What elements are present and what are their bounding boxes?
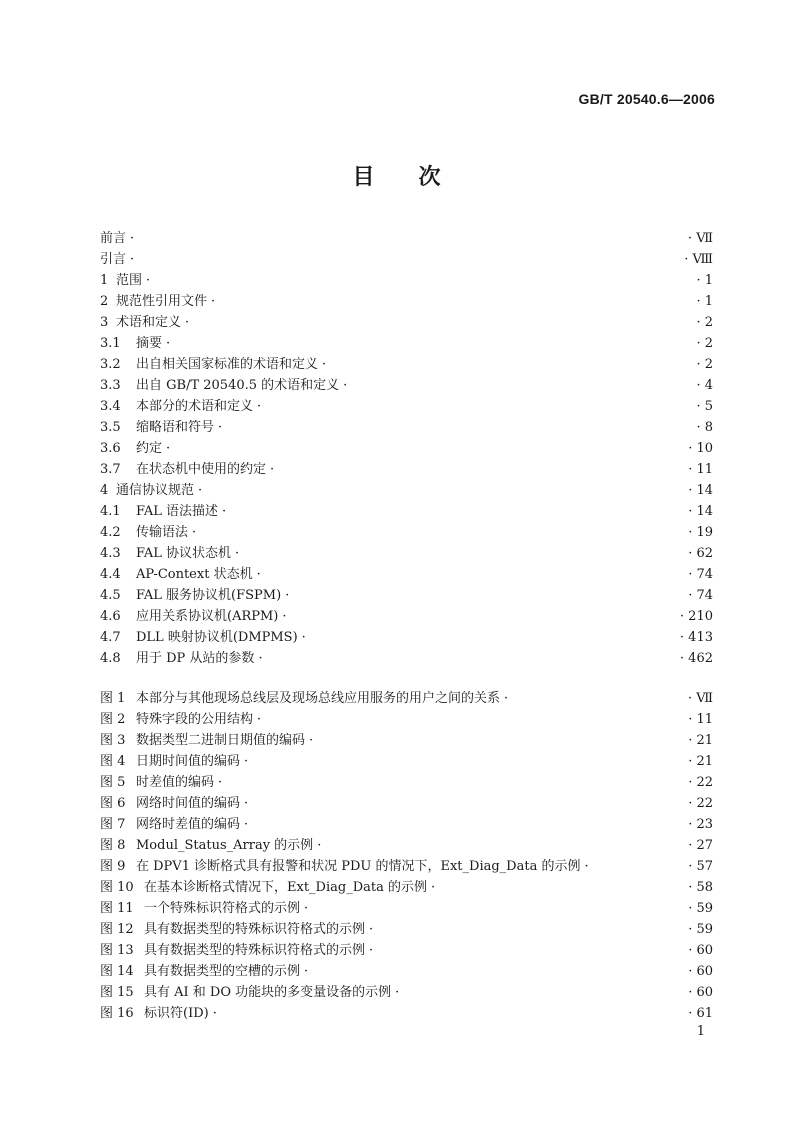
toc-figure-title: 日期时间值的编码 [136,754,241,769]
toc-section-title: 规范性引用文件 [116,294,208,309]
toc-figure-title: 具有数据类型的特殊标识符格式的示例 [144,943,366,958]
toc-section-title: 通信协议规范 [116,483,195,498]
toc-figure-title: Modul_Status_Array 的示例 [136,838,314,853]
toc-section-number: 4.1 [100,504,121,519]
leader-dot: · [317,838,322,853]
toc-section-entry[interactable] [100,375,713,396]
toc-figure-page: · 60 [688,961,713,982]
toc-figure-page: · 22 [688,793,713,814]
toc-figure-number: 图 9 [100,859,126,874]
toc-section-page: · 4 [696,375,713,396]
toc-section-number: 3.5 [100,420,121,435]
toc-figure-title: 时差值的编码 [136,775,215,790]
leader-dot: · [212,1006,217,1021]
toc-figure-number: 图 13 [100,943,134,958]
leader-dot: · [285,588,290,603]
toc-section-page: · 8 [696,417,713,438]
toc-section-entry[interactable] [100,249,713,270]
toc-section-title: FAL 协议状态机 [136,546,232,561]
toc-section-page: · 62 [688,543,713,564]
toc-section-page: · 14 [688,501,713,522]
toc-section-number: 3.3 [100,378,121,393]
toc-section-page: · 5 [696,396,713,417]
toc-section-page: · 413 [680,627,713,648]
toc-section-number: 3.6 [100,441,121,456]
toc-section-page: · 462 [680,648,713,669]
toc-section-page: · 1 [696,291,713,312]
toc-figure-entry[interactable] [100,982,713,1003]
toc-section-number: 3.2 [100,357,121,372]
toc-section-number: 3.4 [100,399,121,414]
toc-figures-list [100,688,713,1024]
toc-section-page: · 2 [696,354,713,375]
page-title: 目次 [352,165,485,190]
toc-section-title: 前言 [100,231,127,246]
page-number: 1 [696,1024,705,1039]
toc-figure-page: · 59 [688,919,713,940]
leader-dot: · [322,357,327,372]
leader-dot: · [304,901,309,916]
leader-dot: · [130,252,135,267]
toc-figure-number: 图 12 [100,922,134,937]
toc-figure-title: 网络时差值的编码 [136,817,241,832]
toc-figure-number: 图 7 [100,817,126,832]
toc-figure-title: 在 DPV1 诊断格式具有报警和状况 PDU 的情况下，Ext_Diag_Data 的示例 [136,859,581,874]
leader-dot: · [395,985,400,1000]
toc-figure-page: · 61 [688,1003,713,1024]
toc-figure-page: · 21 [688,730,713,751]
toc-section-title: FAL 服务协议机(FSPM) [136,588,282,603]
toc-section-entry[interactable] [100,291,713,312]
toc-section-number: 1 [100,273,109,288]
leader-dot: · [130,231,135,246]
toc-figure-number: 图 1 [100,691,126,706]
toc-figure-number: 图 5 [100,775,126,790]
leader-dot: · [258,651,263,666]
toc-section-title: 用于 DP 从站的参数 [136,651,255,666]
toc-section-title: 本部分的术语和定义 [136,399,254,414]
toc-figure-page: · 21 [688,751,713,772]
toc-figure-entry[interactable] [100,877,713,898]
toc-section-page: · 2 [696,333,713,354]
toc-section-page: · 14 [688,480,713,501]
leader-dot: · [218,420,223,435]
toc-section-entry[interactable] [100,228,713,249]
toc-section-page: · 2 [696,312,713,333]
toc-section-number: 4.6 [100,609,121,624]
toc-figure-entry[interactable] [100,814,713,835]
leader-dot: · [301,630,306,645]
toc-figure-number: 图 8 [100,838,126,853]
toc-section-number: 4.7 [100,630,121,645]
toc-figure-page: · 22 [688,772,713,793]
toc-figure-number: 图 15 [100,985,134,1000]
toc-section-entry[interactable] [100,648,713,669]
toc-section-title: AP-Context 状态机 [136,567,253,582]
leader-dot: · [282,609,287,624]
toc-section-number: 3.7 [100,462,121,477]
toc-figure-title: 特殊字段的公用结构 [136,712,254,727]
toc-figure-title: 具有数据类型的特殊标识符格式的示例 [144,922,366,937]
leader-dot: · [256,567,261,582]
toc-section-entry[interactable] [100,438,713,459]
toc-section-entry[interactable] [100,396,713,417]
toc-section-entry[interactable] [100,543,713,564]
toc-section-entry[interactable] [100,480,713,501]
toc-figure-title: 具有 AI 和 DO 功能块的多变量设备的示例 [144,985,392,1000]
toc-figure-entry[interactable] [100,730,713,751]
toc-section-page: · 11 [688,459,713,480]
toc-figure-title: 网络时间值的编码 [136,796,241,811]
toc-section-page: · 210 [680,606,713,627]
toc-section-number: 2 [100,294,109,309]
toc-figure-entry[interactable] [100,772,713,793]
toc-figure-page: · 27 [688,835,713,856]
toc-section-number: 4 [100,483,109,498]
leader-dot: · [304,964,309,979]
toc-figure-page: · 23 [688,814,713,835]
toc-section-entry[interactable] [100,564,713,585]
leader-dot: · [218,775,223,790]
toc-section-page: · 74 [688,585,713,606]
toc-figure-entry[interactable] [100,856,713,877]
leader-dot: · [211,294,216,309]
toc-section-entry[interactable] [100,585,713,606]
toc-figure-number: 图 4 [100,754,126,769]
toc-figure-entry[interactable] [100,688,713,709]
toc-section-title: 引言 [100,252,127,267]
toc-figure-entry[interactable] [100,793,713,814]
toc-section-title: 出自相关国家标准的术语和定义 [136,357,319,372]
toc-section-entry[interactable] [100,606,713,627]
toc-section-entry[interactable] [100,417,713,438]
toc-figure-title: 标识符(ID) [144,1006,209,1021]
toc-section-title: 传输语法 [136,525,189,540]
toc-section-title: 摘要 [136,336,163,351]
toc-figure-title: 一个特殊标识符格式的示例 [144,901,301,916]
toc-figure-entry[interactable] [100,940,713,961]
toc-section-page: · 74 [688,564,713,585]
leader-dot: · [244,754,249,769]
toc-section-page: · 19 [688,522,713,543]
toc-section-title: 应用关系协议机(ARPM) [136,609,279,624]
toc-section-page: · Ⅷ [684,249,713,270]
toc-figure-entry[interactable] [100,919,713,940]
toc-section-title: DLL 映射协议机(DMPMS) [136,630,298,645]
toc-figure-entry[interactable] [100,835,713,856]
toc-sections-list [100,228,713,669]
toc-figure-number: 图 2 [100,712,126,727]
toc-section-number: 4.2 [100,525,121,540]
toc-figure-title: 本部分与其他现场总线层及现场总线应用服务的用户之间的关系 [136,691,501,706]
toc-section-title: 在状态机中使用的约定 [136,462,267,477]
toc-figure-page: · Ⅶ [688,688,713,709]
leader-dot: · [166,336,171,351]
leader-dot: · [369,943,374,958]
toc-figure-page: · 58 [688,877,713,898]
toc-figure-number: 图 11 [100,901,134,916]
toc-section-entry[interactable] [100,270,713,291]
toc-figure-entry[interactable] [100,1003,713,1024]
toc-figure-entry[interactable] [100,751,713,772]
toc-figure-number: 图 3 [100,733,126,748]
toc-section-page: · Ⅶ [688,228,713,249]
toc-figure-number: 图 6 [100,796,126,811]
toc-figure-page: · 11 [688,709,713,730]
toc-section-title: 出自 GB/T 20540.5 的术语和定义 [136,378,340,393]
toc-section-title: FAL 语法描述 [136,504,219,519]
toc-figure-number: 图 16 [100,1006,134,1021]
toc-figure-page: · 60 [688,982,713,1003]
leader-dot: · [504,691,509,706]
toc-figure-page: · 57 [688,856,713,877]
toc-figure-page: · 59 [688,898,713,919]
toc-figure-page: · 60 [688,940,713,961]
leader-dot: · [235,546,240,561]
toc-section-title: 术语和定义 [116,315,182,330]
leader-dot: · [584,859,589,874]
leader-dot: · [185,315,190,330]
toc-figure-number: 图 10 [100,880,134,895]
leader-dot: · [369,922,374,937]
toc-figure-title: 数据类型二进制日期值的编码 [136,733,306,748]
toc-section-number: 4.5 [100,588,121,603]
toc-section-entry[interactable] [100,627,713,648]
leader-dot: · [192,525,197,540]
toc-section-title: 约定 [136,441,163,456]
toc-figure-title: 在基本诊断格式情况下，Ext_Diag_Data 的示例 [144,880,427,895]
leader-dot: · [244,817,249,832]
leader-dot: · [343,378,348,393]
toc-section-entry[interactable] [100,354,713,375]
toc-section-number: 3.1 [100,336,121,351]
toc-section-page: · 10 [688,438,713,459]
toc-figure-entry[interactable] [100,961,713,982]
toc-figure-entry[interactable] [100,709,713,730]
toc-section-entry[interactable] [100,312,713,333]
toc-figure-entry[interactable] [100,898,713,919]
toc-section-page: · 1 [696,270,713,291]
leader-dot: · [166,441,171,456]
leader-dot: · [244,796,249,811]
toc-section-entry[interactable] [100,459,713,480]
leader-dot: · [309,733,314,748]
leader-dot: · [257,712,262,727]
leader-dot: · [257,399,262,414]
standard-code: GB/T 20540.6—2006 [578,91,715,107]
toc-section-title: 范围 [116,273,143,288]
toc-figure-title: 具有数据类型的空槽的示例 [144,964,301,979]
leader-dot: · [270,462,275,477]
leader-dot: · [222,504,227,519]
toc-figure-number: 图 14 [100,964,134,979]
leader-dot: · [198,483,203,498]
leader-dot: · [146,273,151,288]
toc-section-entry[interactable] [100,522,713,543]
toc-section-entry[interactable] [100,333,713,354]
toc-section-number: 4.4 [100,567,121,582]
toc-section-number: 4.8 [100,651,121,666]
leader-dot: · [430,880,436,895]
toc-section-entry[interactable] [100,501,713,522]
toc-section-number: 3 [100,315,109,330]
toc-section-number: 4.3 [100,546,121,561]
toc-section-title: 缩略语和符号 [136,420,215,435]
